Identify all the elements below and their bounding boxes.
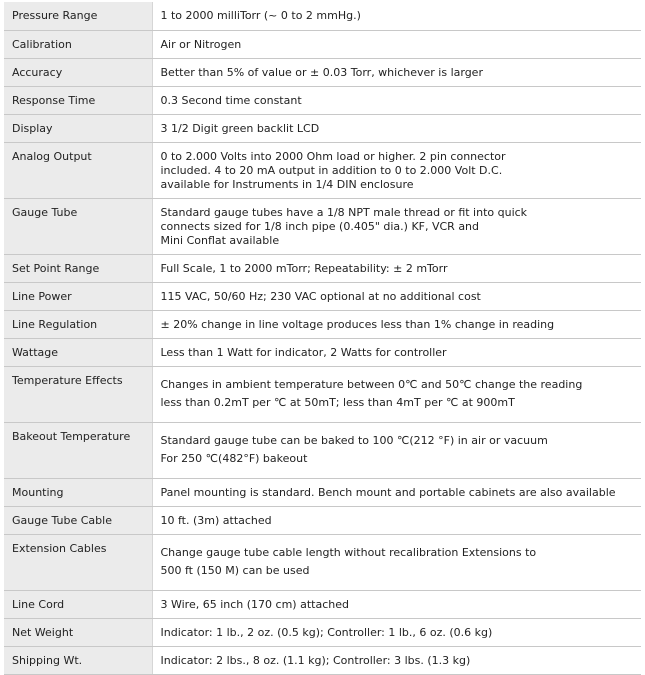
spec-value-line: Indicator: 1 lb., 2 oz. (0.5 kg); Controller: 1 lb., 6 oz. (0.6 kg) <box>160 625 493 639</box>
spec-label: Bakeout Temperature <box>4 422 152 478</box>
spec-label: Mounting <box>4 478 152 506</box>
specifications-table <box>4 2 641 675</box>
spec-value <box>152 646 641 674</box>
spec-value-line: Standard gauge tubes have a 1/8 NPT male thread or fit into quick <box>160 205 528 219</box>
spec-value-line: 500 ft (150 M) can be used <box>160 563 310 577</box>
spec-value-line: 10 ft. (3m) attached <box>160 513 272 527</box>
spec-row <box>4 310 641 338</box>
spec-label: Gauge Tube <box>4 198 152 254</box>
spec-row <box>4 58 641 86</box>
spec-label: Extension Cables <box>4 534 152 590</box>
spec-value-line: Changes in ambient temperature between 0℃ and 50℃ change the reading <box>160 377 583 391</box>
spec-value <box>152 618 641 646</box>
spec-row <box>4 254 641 282</box>
spec-row <box>4 506 641 534</box>
spec-label: Shipping Wt. <box>4 646 152 674</box>
spec-row <box>4 338 641 366</box>
spec-label: Gauge Tube Cable <box>4 506 152 534</box>
spec-value <box>152 2 641 30</box>
spec-row <box>4 2 641 30</box>
spec-value-line: 0 to 2.000 Volts into 2000 Ohm load or higher. 2 pin connector <box>160 149 506 163</box>
spec-value <box>152 534 641 590</box>
spec-value-line: included. 4 to 20 mA output in addition to 0 to 2.000 Volt D.C. <box>160 163 503 177</box>
spec-value-line: connects sized for 1/8 inch pipe (0.405" dia.) KF, VCR and <box>160 219 480 233</box>
spec-value-line: 3 Wire, 65 inch (170 cm) attached <box>160 597 349 611</box>
spec-row <box>4 198 641 254</box>
spec-value-line: Panel mounting is standard. Bench mount and portable cabinets are also available <box>160 485 616 499</box>
spec-label: Line Cord <box>4 590 152 618</box>
spec-value <box>152 422 641 478</box>
spec-value-line: For 250 ℃(482°F) bakeout <box>160 451 308 465</box>
spec-value-line: Less than 1 Watt for indicator, 2 Watts for controller <box>160 345 447 359</box>
spec-row <box>4 86 641 114</box>
spec-value-line: Better than 5% of value or ± 0.03 Torr, whichever is larger <box>160 65 483 79</box>
spec-row <box>4 142 641 198</box>
spec-value-line: Change gauge tube cable length without recalibration Extensions to <box>160 545 537 559</box>
spec-row <box>4 534 641 590</box>
spec-value <box>152 142 641 198</box>
spec-value <box>152 254 641 282</box>
spec-label: Response Time <box>4 86 152 114</box>
spec-value <box>152 198 641 254</box>
spec-label: Wattage <box>4 338 152 366</box>
spec-value <box>152 282 641 310</box>
spec-value <box>152 310 641 338</box>
spec-value-line: Full Scale, 1 to 2000 mTorr; Repeatability: ± 2 mTorr <box>160 261 448 275</box>
spec-row <box>4 618 641 646</box>
spec-value <box>152 30 641 58</box>
spec-value <box>152 478 641 506</box>
spec-row <box>4 282 641 310</box>
spec-label: Accuracy <box>4 58 152 86</box>
spec-row <box>4 646 641 674</box>
spec-label: Analog Output <box>4 142 152 198</box>
spec-value <box>152 114 641 142</box>
spec-value <box>152 86 641 114</box>
spec-value-line: Air or Nitrogen <box>160 37 242 51</box>
spec-label: Line Regulation <box>4 310 152 338</box>
spec-row <box>4 478 641 506</box>
spec-value <box>152 338 641 366</box>
spec-value <box>152 506 641 534</box>
spec-value <box>152 590 641 618</box>
spec-value-line: less than 0.2mT per ℃ at 50mT; less than 4mT per ℃ at 900mT <box>160 395 515 409</box>
spec-row <box>4 366 641 422</box>
spec-value-line: 1 to 2000 milliTorr (~ 0 to 2 mmHg.) <box>160 9 361 22</box>
spec-value-line: 3 1/2 Digit green backlit LCD <box>160 121 320 135</box>
spec-value-line: 115 VAC, 50/60 Hz; 230 VAC optional at no additional cost <box>160 289 481 303</box>
spec-label: Display <box>4 114 152 142</box>
spec-row <box>4 590 641 618</box>
specifications-table-body <box>4 2 641 674</box>
spec-value-line: Mini Conflat available <box>160 233 280 247</box>
spec-label: Calibration <box>4 30 152 58</box>
spec-label: Pressure Range <box>4 2 152 30</box>
spec-value-line: available for Instruments in 1/4 DIN enclosure <box>160 177 414 191</box>
spec-row <box>4 114 641 142</box>
spec-value-line: 0.3 Second time constant <box>160 93 302 107</box>
spec-value-line: Indicator: 2 lbs., 8 oz. (1.1 kg); Controller: 3 lbs. (1.3 kg) <box>160 653 471 667</box>
spec-value-line: Standard gauge tube can be baked to 100 ℃(212 °F) in air or vacuum <box>160 433 548 447</box>
spec-label: Line Power <box>4 282 152 310</box>
spec-label: Temperature Effects <box>4 366 152 422</box>
spec-label: Net Weight <box>4 618 152 646</box>
spec-label: Set Point Range <box>4 254 152 282</box>
spec-value-line: ± 20% change in line voltage produces less than 1% change in reading <box>160 317 555 331</box>
spec-value <box>152 366 641 422</box>
spec-row <box>4 422 641 478</box>
spec-row <box>4 30 641 58</box>
spec-value <box>152 58 641 86</box>
